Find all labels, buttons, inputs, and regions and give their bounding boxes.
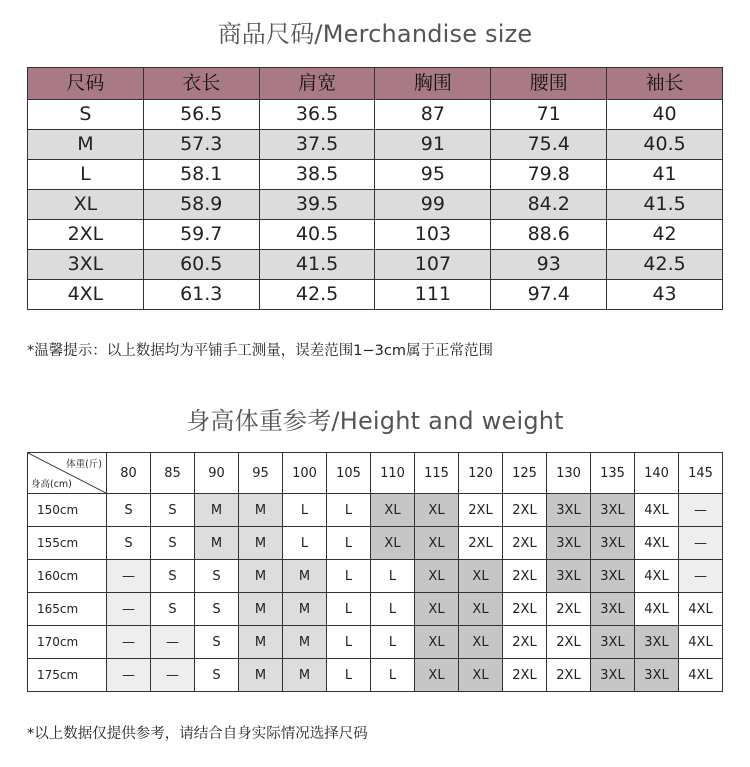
size-recommendation-cell: 4XL <box>635 593 679 626</box>
size-recommendation-cell: 2XL <box>503 626 547 659</box>
size-recommendation-cell: L <box>283 494 327 527</box>
size-recommendation-cell: XL <box>415 494 459 527</box>
size-recommendation-cell: L <box>371 659 415 692</box>
size-recommendation-cell: XL <box>459 593 503 626</box>
size-recommendation-cell: M <box>239 494 283 527</box>
measurement-cell: 97.4 <box>491 280 607 310</box>
size-recommendation-cell: M <box>283 593 327 626</box>
size-recommendation-cell: XL <box>415 626 459 659</box>
size-recommendation-cell: M <box>195 494 239 527</box>
weight-header-cell: 135 <box>591 453 635 494</box>
measurement-cell: 58.1 <box>143 160 259 190</box>
size-chart-table <box>27 67 723 310</box>
size-recommendation-cell: 2XL <box>459 494 503 527</box>
size-recommendation-cell: 3XL <box>591 527 635 560</box>
size-recommendation-cell: 3XL <box>547 560 591 593</box>
height-label-cell: 175cm <box>28 659 107 692</box>
measurement-cell: 103 <box>375 220 491 250</box>
size-recommendation-cell: — <box>107 560 151 593</box>
measurement-cell: 40 <box>607 100 723 130</box>
measurement-cell: 93 <box>491 250 607 280</box>
height-row <box>28 659 723 692</box>
size-recommendation-cell: M <box>195 527 239 560</box>
size-chart-title: 商品尺码/Merchandise size <box>217 20 533 48</box>
size-recommendation-cell: S <box>107 527 151 560</box>
weight-header-cell: 140 <box>635 453 679 494</box>
measurement-cell: 88.6 <box>491 220 607 250</box>
height-label-cell: 155cm <box>28 527 107 560</box>
size-recommendation-cell: 3XL <box>547 527 591 560</box>
height-label-cell: 150cm <box>28 494 107 527</box>
size-recommendation-cell: M <box>283 560 327 593</box>
size-recommendation-cell: M <box>239 527 283 560</box>
size-recommendation-cell: — <box>679 494 723 527</box>
corner-weight-label: 体重(斤) <box>66 459 102 470</box>
size-recommendation-cell: L <box>327 560 371 593</box>
measurement-cell: 59.7 <box>143 220 259 250</box>
size-recommendation-cell: 3XL <box>591 626 635 659</box>
size-recommendation-cell: 4XL <box>679 659 723 692</box>
size-label-cell: 3XL <box>28 250 144 280</box>
size-recommendation-cell: L <box>371 626 415 659</box>
size-recommendation-cell: 3XL <box>591 659 635 692</box>
weight-header-cell: 105 <box>327 453 371 494</box>
measurement-cell: 38.5 <box>259 160 375 190</box>
size-recommendation-cell: XL <box>415 527 459 560</box>
size-recommendation-cell: S <box>151 527 195 560</box>
weight-header-cell: 120 <box>459 453 503 494</box>
size-recommendation-cell: L <box>371 593 415 626</box>
size-chart-header-row <box>28 68 723 100</box>
size-recommendation-cell: S <box>151 494 195 527</box>
weight-header-cell: 80 <box>107 453 151 494</box>
measurement-cell: 60.5 <box>143 250 259 280</box>
measurement-cell: 42.5 <box>607 250 723 280</box>
height-row <box>28 560 723 593</box>
size-label-cell: 2XL <box>28 220 144 250</box>
weight-header-cell: 95 <box>239 453 283 494</box>
measurement-cell: 71 <box>491 100 607 130</box>
size-recommendation-cell: S <box>107 494 151 527</box>
size-label-cell: S <box>28 100 144 130</box>
measurement-cell: 99 <box>375 190 491 220</box>
size-recommendation-cell: M <box>239 626 283 659</box>
size-row <box>28 160 723 190</box>
size-recommendation-cell: XL <box>371 494 415 527</box>
measurement-cell: 84.2 <box>491 190 607 220</box>
weight-header-cell: 90 <box>195 453 239 494</box>
size-recommendation-cell: S <box>195 626 239 659</box>
measurement-cell: 36.5 <box>259 100 375 130</box>
size-recommendation-cell: — <box>151 626 195 659</box>
size-recommendation-cell: M <box>239 560 283 593</box>
size-recommendation-cell: M <box>283 659 327 692</box>
size-label-cell: 4XL <box>28 280 144 310</box>
size-recommendation-cell: 2XL <box>503 560 547 593</box>
weight-header-cell: 115 <box>415 453 459 494</box>
size-recommendation-cell: 2XL <box>503 527 547 560</box>
height-row <box>28 593 723 626</box>
size-recommendation-cell: 4XL <box>635 494 679 527</box>
size-recommendation-cell: 3XL <box>547 494 591 527</box>
size-label-cell: L <box>28 160 144 190</box>
corner-cell <box>28 453 107 494</box>
measurement-cell: 58.9 <box>143 190 259 220</box>
weight-header-cell: 130 <box>547 453 591 494</box>
height-row <box>28 626 723 659</box>
size-recommendation-cell: 4XL <box>635 527 679 560</box>
size-row <box>28 250 723 280</box>
measurement-cell: 79.8 <box>491 160 607 190</box>
measurement-cell: 111 <box>375 280 491 310</box>
size-recommendation-cell: M <box>239 593 283 626</box>
size-recommendation-cell: XL <box>459 560 503 593</box>
size-recommendation-cell: S <box>151 593 195 626</box>
size-recommendation-cell: — <box>679 527 723 560</box>
size-recommendation-cell: 3XL <box>635 626 679 659</box>
measurement-cell: 40.5 <box>259 220 375 250</box>
size-recommendation-cell: 3XL <box>591 593 635 626</box>
measurement-cell: 37.5 <box>259 130 375 160</box>
size-recommendation-cell: 2XL <box>547 659 591 692</box>
size-label-cell: XL <box>28 190 144 220</box>
size-recommendation-cell: — <box>151 659 195 692</box>
size-row <box>28 100 723 130</box>
size-header-cell: 衣长 <box>143 68 259 100</box>
size-recommendation-cell: XL <box>415 659 459 692</box>
measurement-cell: 95 <box>375 160 491 190</box>
measurement-cell: 87 <box>375 100 491 130</box>
size-header-cell: 肩宽 <box>259 68 375 100</box>
size-header-cell: 胸围 <box>375 68 491 100</box>
size-recommendation-cell: L <box>371 560 415 593</box>
size-recommendation-cell: 2XL <box>547 593 591 626</box>
size-recommendation-cell: 3XL <box>591 560 635 593</box>
size-header-cell: 袖长 <box>607 68 723 100</box>
size-recommendation-cell: XL <box>415 560 459 593</box>
size-recommendation-cell: L <box>327 626 371 659</box>
size-recommendation-cell: XL <box>415 593 459 626</box>
size-recommendation-cell: 3XL <box>635 659 679 692</box>
size-recommendation-cell: M <box>283 626 327 659</box>
measurement-cell: 41.5 <box>259 250 375 280</box>
size-recommendation-cell: 2XL <box>547 626 591 659</box>
reference-note: *以上数据仅提供参考，请结合自身实际情况选择尺码 <box>27 726 368 742</box>
size-recommendation-cell: S <box>195 560 239 593</box>
measurement-cell: 43 <box>607 280 723 310</box>
size-recommendation-cell: 2XL <box>503 593 547 626</box>
size-recommendation-cell: — <box>679 560 723 593</box>
measurement-cell: 107 <box>375 250 491 280</box>
corner-height-label: 身高(cm) <box>31 479 72 490</box>
height-weight-title: 身高体重参考/Height and weight <box>186 407 564 435</box>
height-row <box>28 527 723 560</box>
measurement-note: *温馨提示：以上数据均为平铺手工测量，误差范围1−3cm属于正常范围 <box>27 343 493 359</box>
size-recommendation-cell: M <box>239 659 283 692</box>
height-label-cell: 165cm <box>28 593 107 626</box>
measurement-cell: 41.5 <box>607 190 723 220</box>
weight-header-cell: 100 <box>283 453 327 494</box>
weight-header-row <box>28 453 723 494</box>
measurement-cell: 42.5 <box>259 280 375 310</box>
weight-header-cell: 110 <box>371 453 415 494</box>
size-header-cell: 尺码 <box>28 68 144 100</box>
size-row <box>28 280 723 310</box>
size-recommendation-cell: L <box>327 527 371 560</box>
measurement-cell: 42 <box>607 220 723 250</box>
size-recommendation-cell: — <box>107 626 151 659</box>
size-label-cell: M <box>28 130 144 160</box>
size-recommendation-cell: 4XL <box>679 593 723 626</box>
measurement-cell: 91 <box>375 130 491 160</box>
size-recommendation-cell: XL <box>371 527 415 560</box>
measurement-cell: 39.5 <box>259 190 375 220</box>
size-recommendation-cell: L <box>327 593 371 626</box>
height-label-cell: 170cm <box>28 626 107 659</box>
weight-header-cell: 85 <box>151 453 195 494</box>
measurement-cell: 75.4 <box>491 130 607 160</box>
measurement-cell: 40.5 <box>607 130 723 160</box>
height-row <box>28 494 723 527</box>
size-recommendation-cell: S <box>195 659 239 692</box>
height-label-cell: 160cm <box>28 560 107 593</box>
measurement-cell: 41 <box>607 160 723 190</box>
size-recommendation-cell: 4XL <box>635 560 679 593</box>
size-recommendation-cell: S <box>151 560 195 593</box>
size-recommendation-cell: S <box>195 593 239 626</box>
size-row <box>28 130 723 160</box>
size-recommendation-cell: — <box>107 659 151 692</box>
size-row <box>28 220 723 250</box>
weight-header-cell: 125 <box>503 453 547 494</box>
size-recommendation-cell: L <box>327 494 371 527</box>
size-row <box>28 190 723 220</box>
size-recommendation-cell: 2XL <box>503 659 547 692</box>
measurement-cell: 61.3 <box>143 280 259 310</box>
weight-header-cell: 145 <box>679 453 723 494</box>
size-recommendation-cell: 4XL <box>679 626 723 659</box>
size-recommendation-cell: — <box>107 593 151 626</box>
measurement-cell: 56.5 <box>143 100 259 130</box>
size-recommendation-cell: L <box>327 659 371 692</box>
size-header-cell: 腰围 <box>491 68 607 100</box>
size-recommendation-cell: 3XL <box>591 494 635 527</box>
measurement-cell: 57.3 <box>143 130 259 160</box>
size-recommendation-cell: 2XL <box>459 527 503 560</box>
size-recommendation-cell: 2XL <box>503 494 547 527</box>
size-recommendation-cell: XL <box>459 626 503 659</box>
size-recommendation-cell: XL <box>459 659 503 692</box>
height-weight-table <box>27 452 723 692</box>
size-recommendation-cell: L <box>283 527 327 560</box>
